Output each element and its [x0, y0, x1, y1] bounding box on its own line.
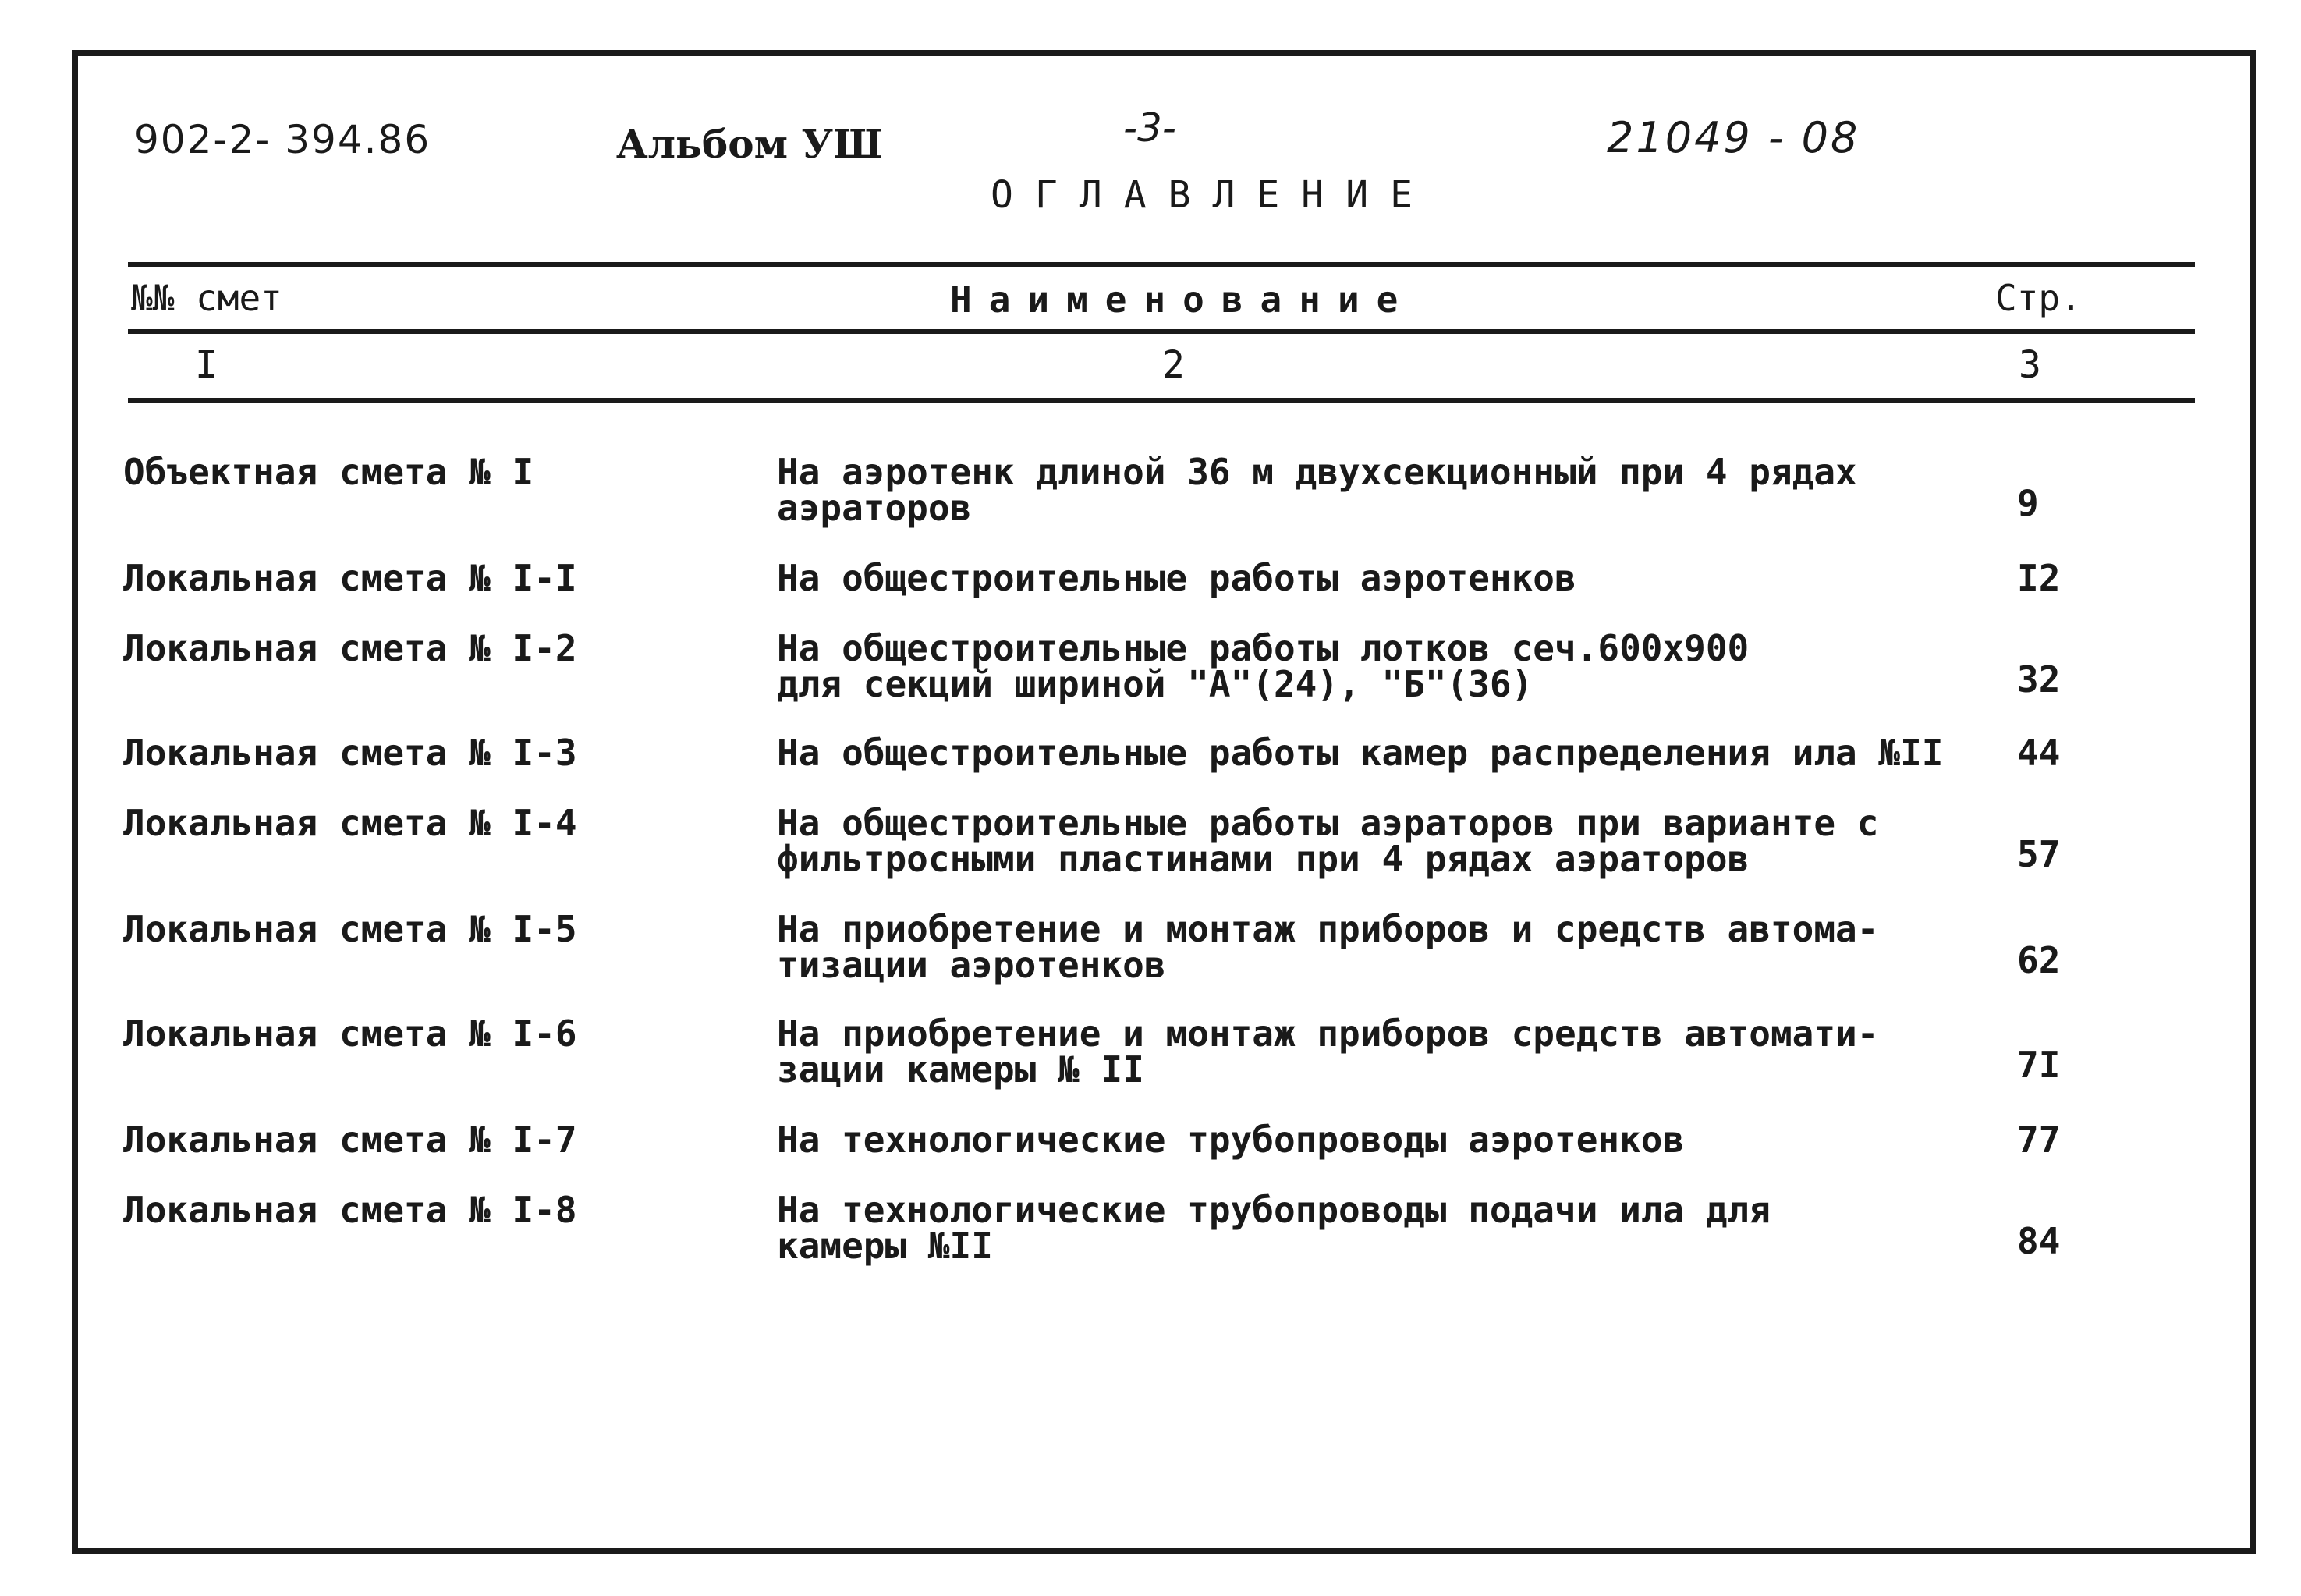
estimate-description — [777, 1013, 1879, 1091]
description-line: На приобретение и монтаж приборов и средств автома- — [777, 908, 1879, 950]
document-number: 21049 - 08 — [1607, 113, 1860, 162]
estimate-label: Локальная смета № I-2 — [123, 627, 577, 669]
estimate-description — [777, 1119, 1685, 1161]
estimate-label: Локальная смета № I-4 — [123, 802, 577, 844]
page-ref: I2 — [2017, 557, 2061, 599]
description-line: На приобретение и монтаж приборов средств автомати- — [777, 1013, 1879, 1055]
estimate-description — [777, 908, 1879, 986]
table-top-rule — [128, 262, 2195, 267]
column-header-name: Наименование — [950, 278, 1416, 321]
description-line: камеры №II — [777, 1225, 993, 1267]
estimate-description — [777, 732, 1944, 774]
estimate-description — [777, 451, 1857, 529]
estimate-description — [777, 627, 1750, 705]
estimate-label: Локальная смета № I-5 — [123, 908, 577, 950]
estimate-label: Локальная смета № I-6 — [123, 1013, 577, 1055]
table-body-rule — [128, 398, 2195, 403]
page-ref: 7I — [2017, 1044, 2061, 1086]
estimate-description — [777, 557, 1576, 599]
description-line: тизации аэротенков — [777, 944, 1166, 986]
estimate-label: Объектная смета № I — [123, 451, 534, 493]
page-ref: 32 — [2017, 658, 2061, 700]
description-line: На технологические трубопроводы подачи ила для — [777, 1189, 1771, 1231]
page-ref: 57 — [2017, 833, 2061, 875]
column-header-estimates: №№ смет — [131, 277, 282, 319]
description-line: На общестроительные работы аэротенков — [777, 557, 1576, 599]
description-line: На технологические трубопроводы аэротенков — [777, 1119, 1685, 1161]
estimate-description — [777, 1189, 1771, 1267]
description-line: аэраторов — [777, 487, 972, 529]
page-ref: 77 — [2017, 1119, 2061, 1161]
page-ref: 44 — [2017, 732, 2061, 774]
estimate-label: Локальная смета № I-3 — [123, 732, 577, 774]
description-line: На аэротенк длиной 36 м двухсекционный при 4 рядах — [777, 451, 1857, 493]
table-header-rule — [128, 329, 2195, 334]
description-line: для секций шириной "А"(24), "Б"(36) — [777, 663, 1533, 705]
estimate-label: Локальная смета № I-7 — [123, 1119, 577, 1161]
description-line: На общестроительные работы аэраторов при варианте с — [777, 802, 1879, 844]
column-number-3: 3 — [2019, 343, 2041, 387]
estimate-description — [777, 802, 1879, 880]
column-header-page: Стр. — [1995, 277, 2082, 319]
page-ref: 9 — [2017, 482, 2039, 524]
page-title: ОГЛАВЛЕНИЕ — [991, 173, 1434, 217]
estimate-label: Локальная смета № I-8 — [123, 1189, 577, 1231]
page-number: -3- — [1123, 105, 1176, 151]
description-line: зации камеры № II — [777, 1048, 1144, 1091]
album-label: Альбом УШ — [616, 121, 883, 167]
column-number-2: 2 — [1162, 343, 1185, 387]
page-ref: 84 — [2017, 1220, 2061, 1262]
column-number-1: I — [195, 343, 218, 387]
estimate-label: Локальная смета № I-I — [123, 557, 577, 599]
description-line: На общестроительные работы лотков сеч.600x900 — [777, 627, 1750, 669]
description-line: фильтросными пластинами при 4 рядах аэраторов — [777, 838, 1750, 880]
document-code: 902-2- 394.86 — [134, 117, 431, 162]
description-line: На общестроительные работы камер распределения ила №II — [777, 732, 1944, 774]
page-ref: 62 — [2017, 939, 2061, 981]
